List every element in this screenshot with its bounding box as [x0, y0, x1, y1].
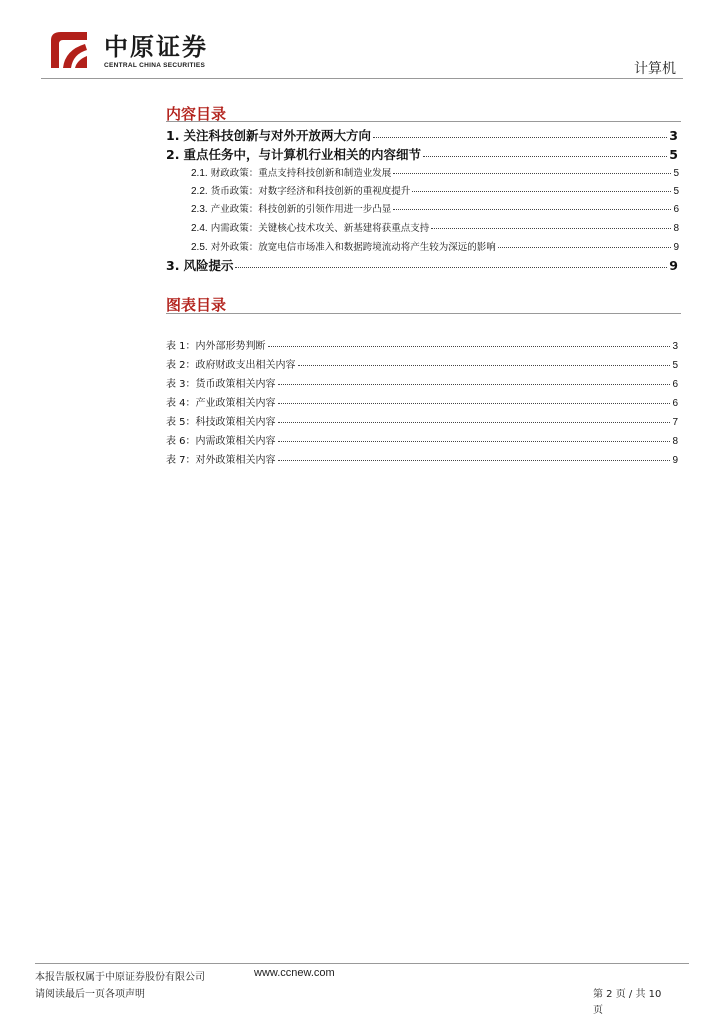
- dot-leader: [393, 209, 671, 210]
- dot-leader: [423, 156, 667, 157]
- toc-title: 内需政策：关键核心技术攻关、新基建将获重点支持: [210, 223, 430, 234]
- company-logo: [49, 30, 89, 70]
- table-title: 表 5：科技政策相关内容: [166, 417, 276, 428]
- toc-page: 9: [673, 242, 679, 253]
- table-title: 表 7：对外政策相关内容: [166, 455, 276, 466]
- toc-subentry[interactable]: [191, 239, 679, 253]
- toc-subentry[interactable]: [191, 201, 679, 215]
- copyright-notice: 本报告版权属于中原证券股份有限公司: [35, 972, 205, 983]
- toc-subentry[interactable]: [191, 220, 679, 234]
- toc-subentry[interactable]: [191, 183, 679, 197]
- page-indicator-wrap: 页: [593, 1005, 603, 1016]
- dot-leader: [431, 228, 671, 229]
- dot-leader: [278, 441, 671, 442]
- disclaimer-notice: 请阅读最后一页各项声明: [35, 989, 145, 1000]
- toc-entry[interactable]: [166, 145, 678, 163]
- toc-title: 对外政策：放宽电信市场准入和数据跨境流动将产生较为深远的影响: [210, 242, 496, 253]
- table-title: 表 6：内需政策相关内容: [166, 436, 276, 447]
- industry-section: 计算机: [634, 61, 676, 77]
- dot-leader: [278, 403, 671, 404]
- dot-leader: [412, 191, 671, 192]
- toc-title: 风险提示: [183, 258, 234, 273]
- toc-number: 2.1.: [191, 168, 208, 179]
- toc-title: 产业政策：科技创新的引领作用进一步凸显: [210, 204, 392, 215]
- toc-page: 5: [673, 186, 679, 197]
- toc-number: 2.3.: [191, 204, 208, 215]
- toc-title: 关注科技创新与对外开放两大方向: [183, 128, 371, 143]
- dot-leader: [298, 365, 671, 366]
- table-title: 表 4：产业政策相关内容: [166, 398, 276, 409]
- contents-heading-divider: [166, 121, 681, 122]
- toc-page: 6: [673, 204, 679, 215]
- table-entry[interactable]: [166, 413, 678, 428]
- table-entry[interactable]: [166, 432, 678, 447]
- toc-number: 2.2.: [191, 186, 208, 197]
- table-page: 5: [672, 360, 678, 371]
- website-link[interactable]: www.ccnew.com: [254, 967, 335, 979]
- toc-title: 货币政策：对数字经济和科技创新的重视度提升: [210, 186, 411, 197]
- table-entry[interactable]: [166, 356, 678, 371]
- dot-leader: [393, 173, 671, 174]
- table-page: 6: [672, 398, 678, 409]
- header-divider: [41, 78, 683, 79]
- toc-number: 2.4.: [191, 223, 208, 234]
- dot-leader: [235, 267, 667, 268]
- toc-page: 5: [669, 147, 678, 162]
- dot-leader: [373, 137, 667, 138]
- table-title: 表 1：内外部形势判断: [166, 341, 266, 352]
- table-page: 9: [672, 455, 678, 466]
- brand-name-cn: 中原证券: [104, 32, 208, 61]
- toc-page: 9: [669, 258, 678, 273]
- table-page: 3: [672, 341, 678, 352]
- toc-subentry[interactable]: [191, 165, 679, 179]
- toc-entry[interactable]: [166, 126, 678, 144]
- toc-number: 1.: [166, 128, 180, 143]
- footer-divider: [35, 963, 689, 964]
- toc-number: 2.5.: [191, 242, 208, 253]
- toc-page: 3: [669, 128, 678, 143]
- tables-heading-divider: [166, 313, 681, 314]
- table-page: 7: [672, 417, 678, 428]
- dot-leader: [498, 247, 672, 248]
- page-indicator: 第 2 页 / 共 10: [593, 989, 662, 1000]
- contents-heading: 内容目录: [166, 105, 227, 123]
- dot-leader: [278, 384, 671, 385]
- dot-leader: [278, 460, 671, 461]
- toc-page: 5: [673, 168, 679, 179]
- table-entry[interactable]: [166, 394, 678, 409]
- table-page: 6: [672, 379, 678, 390]
- toc-title: 重点任务中，与计算机行业相关的内容细节: [183, 147, 421, 162]
- toc-title: 财政政策：重点支持科技创新和制造业发展: [210, 168, 392, 179]
- table-entry[interactable]: [166, 451, 678, 466]
- dot-leader: [268, 346, 671, 347]
- dot-leader: [278, 422, 671, 423]
- table-title: 表 3：货币政策相关内容: [166, 379, 276, 390]
- table-entry[interactable]: [166, 337, 678, 352]
- toc-number: 3.: [166, 258, 180, 273]
- toc-number: 2.: [166, 147, 180, 162]
- table-entry[interactable]: [166, 375, 678, 390]
- toc-page: 8: [673, 223, 679, 234]
- tables-heading: 图表目录: [166, 296, 227, 314]
- brand-name-en: CENTRAL CHINA SECURITIES: [104, 62, 206, 69]
- toc-entry[interactable]: [166, 256, 678, 274]
- table-page: 8: [672, 436, 678, 447]
- table-title: 表 2：政府财政支出相关内容: [166, 360, 296, 371]
